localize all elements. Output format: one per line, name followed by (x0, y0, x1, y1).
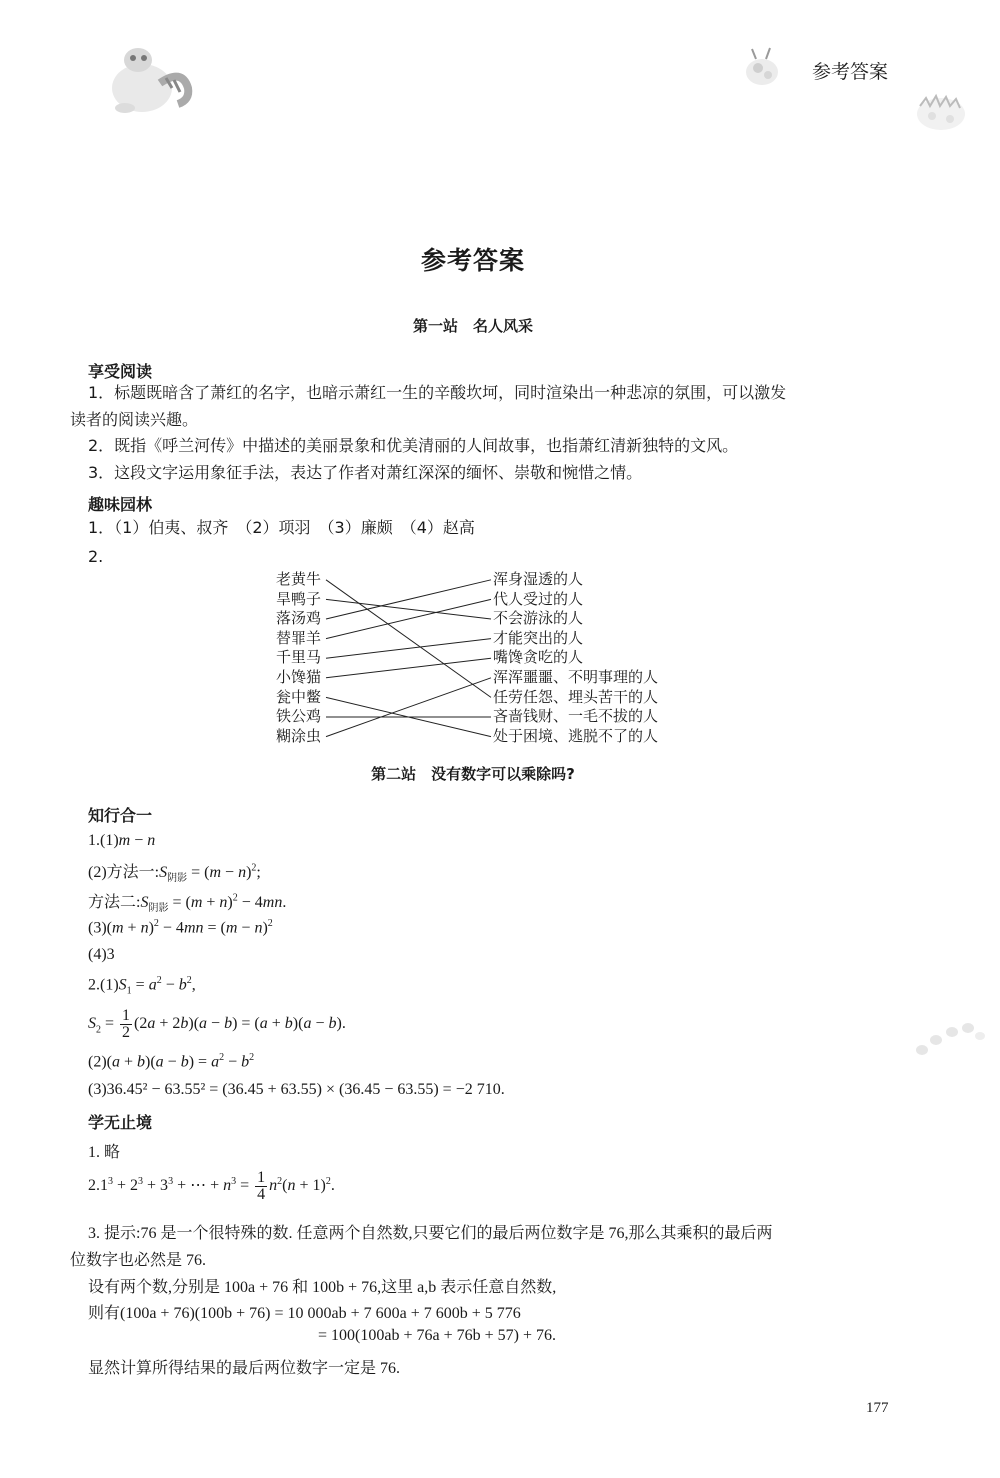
section-title-station-1: 第一站 名人风采 (412, 317, 533, 335)
matching-left-item: 旱鸭子 (276, 589, 322, 608)
zhixing-line-1 (88, 832, 155, 850)
reading-answer-2: 2．既指《呼兰河传》中描述的美丽景象和优美清丽的人间故事，也指萧红清新独特的文风。 (88, 436, 739, 455)
matching-right-item: 不会游泳的人 (493, 609, 584, 628)
zhixing-line-9: (3)36.45² − 63.55² = (36.45 + 63.55) × (36.45 − 63.55) = −2 710. (88, 1081, 505, 1098)
matching-line (326, 580, 491, 698)
matching-right-item: 浑身湿透的人 (493, 570, 584, 588)
shadow-subscript: 阴影 (148, 903, 169, 915)
garden-answer-1: 1．（1）伯夷、叔齐 （2）项羽 （3）廉颇 （4）赵高 (88, 518, 475, 537)
matching-left-item: 老黄牛 (276, 570, 322, 588)
zhixing-line-5: (4)3 (88, 946, 115, 963)
var-n: n (147, 832, 156, 849)
xuewu-answer-3-line2: 位数字也必然是 76. (70, 1252, 207, 1269)
xuewu-answer-3-line1: 3. 提示:76 是一个很特殊的数. 任意两个自然数,只要它们的最后两位数字是 76,那么其乘积的最后两 (88, 1225, 773, 1242)
xuewu-answer-3-line6: 显然计算所得结果的最后两位数字一定是 76. (88, 1360, 401, 1377)
matching-left-item: 瓮中鳖 (276, 687, 322, 706)
matching-left-item: 铁公鸡 (276, 707, 322, 726)
q2-prefix: 2. (88, 1177, 100, 1195)
footprints-illustration (908, 1018, 988, 1064)
xuewu-answer-3-line3: 设有两个数,分别是 100a + 76 和 100b + 76,这里 a,b 表示任意自然数, (88, 1279, 557, 1296)
zhixing-line-7: $S_2$ = $\frac{1}{2}$ (2a + 2b)(a − b) = (a + b)(a − b). (88, 1007, 346, 1041)
matching-left-item: 糊涂虫 (276, 726, 322, 745)
method-1-label: (2)方法一: (88, 864, 160, 881)
var-m: m (118, 832, 131, 849)
reading-answer-1-line1: 1．标题既暗含了萧红的名字，也暗示萧红一生的辛酸坎坷，同时渲染出一种悲凉的氛围，可以激发 (88, 383, 787, 402)
matching-line (326, 599, 491, 619)
subheading-xuewu: 学无止境 (88, 1113, 153, 1132)
method-2-label: 方法二: (88, 894, 141, 911)
matching-right-item: 任劳任怨、埋头苦干的人 (493, 687, 659, 706)
matching-line (326, 658, 491, 678)
matching-right-item: 吝啬钱财、一毛不拔的人 (493, 707, 659, 726)
matching-left-item: 落汤鸡 (276, 609, 322, 628)
matching-right-item: 浑浑噩噩、不明事理的人 (493, 667, 659, 686)
subheading-garden: 趣味园林 (88, 495, 153, 514)
line-1-prefix: 1.(1) (88, 832, 119, 849)
xuewu-answer-3-line5: = 100(100ab + 76a + 76b + 57) + 76. (318, 1327, 556, 1344)
subheading-reading: 享受阅读 (88, 362, 153, 381)
matching-line (326, 580, 491, 619)
subheading-zhixing: 知行合一 (88, 806, 153, 825)
matching-line (326, 678, 491, 737)
matching-left-item: 小馋猫 (276, 667, 322, 686)
section-title-station-2: 第二站 没有数字可以乘除吗? (371, 765, 575, 783)
page-number: 177 (866, 1400, 889, 1416)
xuewu-answer-2: $2.1^3 + 2^3 + 3^3$ + ⋯ + $n^3$ = $\frac{1}{4}$ $n^2(n + 1)^2$. (88, 1169, 335, 1203)
matching-left-item: 替罪羊 (276, 628, 322, 647)
matching-line (326, 639, 491, 659)
page-title: 参考答案 (420, 246, 525, 275)
matching-left-item: 千里马 (276, 648, 322, 667)
matching-right-item: 处于困境、逃脱不了的人 (493, 726, 659, 745)
fraction-one-quarter: $\frac{1}{4}$ (257, 1169, 266, 1203)
xuewu-answer-1: 1. 略 (88, 1144, 121, 1161)
xuewu-answer-3-line4: 则有(100a + 76)(100b + 76) = 10 000ab + 7 600a + 7 600b + 5 776 (88, 1305, 521, 1322)
matching-line (326, 599, 491, 638)
zhixing-line-3: 方法二$:S_{阴影} = (m + n)^2 - 4mn$. (88, 892, 287, 915)
fraction-one-half: $\frac{1}{2}$ (122, 1007, 131, 1041)
running-header-title: 参考答案 (812, 61, 889, 83)
matching-right-item: 才能突出的人 (493, 628, 584, 647)
zhixing-line-4: $(3)(m + n)^2 - 4mn = (m - n)^2$ (88, 918, 273, 937)
reading-answer-1-line2: 读者的阅读兴趣。 (70, 410, 199, 429)
reading-answer-3: 3．这段文字运用象征手法，表达了作者对萧红深深的缅怀、崇敬和惋惜之情。 (88, 463, 643, 482)
zhixing-line-2: (2)方法一$:S_{阴影} = (m - n)^2$; (88, 862, 261, 885)
matching-right-item: 代人受过的人 (493, 589, 584, 608)
garden-answer-2-label: 2. (88, 547, 104, 566)
zhixing-line-8: $(2)(a + b)(a - b) = a^2 - b^2$ (88, 1052, 255, 1071)
zhixing-line-6: $2.(1)S_1 = a^2 - b^2$, (88, 975, 196, 997)
minus-sign: − (130, 832, 148, 849)
shadow-subscript: 阴影 (167, 873, 188, 885)
q2-prefix: 2.(1) (88, 976, 119, 994)
matching-right-item: 嘴馋贪吃的人 (493, 648, 584, 667)
